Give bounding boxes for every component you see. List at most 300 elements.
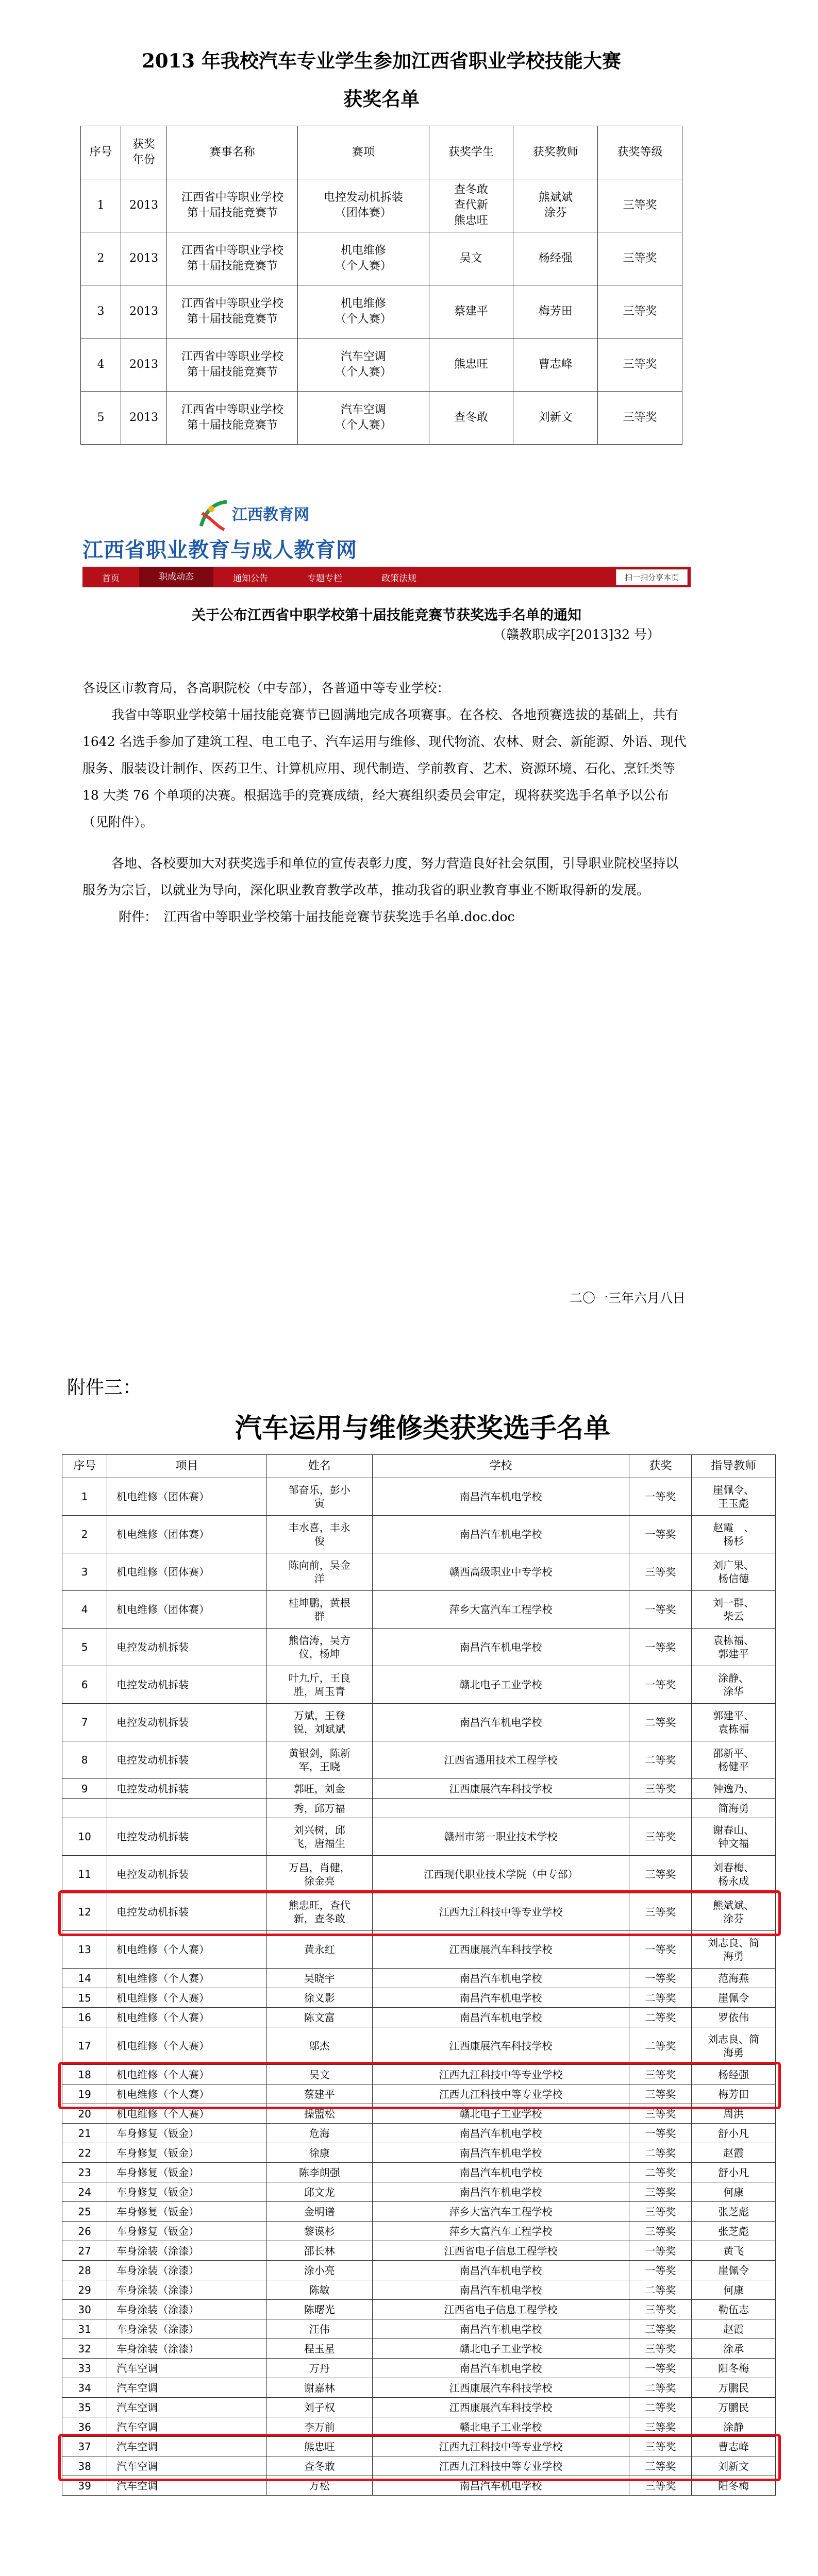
notice-salutation: 各设区市教育局，各高职院校（中专部），各普通中等专业学校： <box>82 681 450 696</box>
table-cell: 14 <box>62 1969 107 1988</box>
table-cell: 邱文龙 <box>266 2182 372 2202</box>
table-cell: 18 <box>62 2065 107 2084</box>
share-qr-button[interactable]: 扫一扫分享本页 <box>616 569 688 585</box>
table-cell: 江西省中等职业学校 第十届技能竞赛节 <box>167 392 298 445</box>
table-cell: 车身修复（钣金） <box>107 2202 267 2222</box>
notice-number: （赣教职成字[2013]32 号） <box>493 627 660 642</box>
table-cell: 电控发动机拆装 <box>107 1666 267 1704</box>
table-row <box>62 2104 776 2124</box>
site-name[interactable]: 江西教育网 <box>232 506 309 524</box>
table-row <box>62 1629 776 1666</box>
table-cell: 1 <box>81 179 121 232</box>
table-cell: 邬杰 <box>266 2027 372 2065</box>
table-cell: 吴晓宇 <box>266 1969 372 1988</box>
table-row <box>62 2143 776 2163</box>
table-cell: 三等奖 <box>629 1893 692 1931</box>
table-cell: 查冬敢 查代新 熊忠旺 <box>429 179 513 232</box>
table-cell: 范海燕 <box>692 1969 776 1988</box>
table-cell: 南昌汽车机电学校 <box>372 2163 629 2182</box>
table-cell: 黄飞 <box>692 2241 776 2261</box>
table-cell: 江西康展汽车科技学校 <box>372 2027 629 2065</box>
table-cell: 邵新平、 杨健平 <box>692 1741 776 1779</box>
table-cell: 车身修复（钣金） <box>107 2182 267 2202</box>
table-cell <box>107 1799 267 1818</box>
table-cell: 电控发动机拆装 <box>107 1818 267 1856</box>
table-cell: 24 <box>62 2182 107 2202</box>
table-row <box>62 1931 776 1969</box>
notice-screenshot <box>77 495 696 1306</box>
table-cell: 16 <box>62 2008 107 2027</box>
table-row <box>81 338 682 392</box>
table-cell: 赵霞 <box>692 2143 776 2163</box>
table-cell: 10 <box>62 1818 107 1856</box>
table-cell: 汽车空调 <box>107 2456 267 2476</box>
table-cell: 江西康展汽车科技学校 <box>372 1779 629 1799</box>
table-cell: 34 <box>62 2378 107 2398</box>
table-cell: 12 <box>62 1893 107 1931</box>
table-cell: 涂小亮 <box>266 2261 372 2280</box>
table-cell: 南昌汽车机电学校 <box>372 2143 629 2163</box>
table-cell: 三等奖 <box>598 392 682 445</box>
table-cell: 13 <box>62 1931 107 1969</box>
table-cell: 三等奖 <box>629 2202 692 2222</box>
notice-date: 二〇一三年六月八日 <box>569 1291 686 1306</box>
table-cell: 5 <box>62 1629 107 1666</box>
doc-subtitle: 获奖名单 <box>343 88 420 110</box>
table-cell: 三等奖 <box>629 1818 692 1856</box>
table-cell: 赵霞 <box>692 2319 776 2339</box>
table-cell: 南昌汽车机电学校 <box>372 2476 629 2496</box>
table-cell: 二等奖 <box>629 1741 692 1779</box>
table-cell: 南昌汽车机电学校 <box>372 1704 629 1741</box>
table-cell: 熊忠旺，查代 新，查冬敢 <box>266 1893 372 1931</box>
table-cell: 丰水喜，丰永 俊 <box>266 1516 372 1553</box>
table-cell: 一等奖 <box>629 2241 692 2261</box>
appendix-label: 附件三： <box>67 1377 142 1398</box>
table-cell: 三等奖 <box>598 338 682 392</box>
table-cell: 陈文富 <box>266 2008 372 2027</box>
table-row <box>62 2182 776 2202</box>
table-cell: 一等奖 <box>629 1666 692 1704</box>
table-cell: 熊信涛，吴方 仪，杨坤 <box>266 1629 372 1666</box>
table-cell: 机电维修（个人赛） <box>107 1988 267 2008</box>
table-row <box>62 1779 776 1799</box>
table-row <box>81 285 682 338</box>
table-cell: 三等奖 <box>598 285 682 338</box>
table-cell: 汽车空调 <box>107 2359 267 2378</box>
table-cell: 江西九江科技中等专业学校 <box>372 2084 629 2104</box>
table-cell: 叶九斤，王良 胜，周玉青 <box>266 1666 372 1704</box>
table-cell: 陈曙光 <box>266 2300 372 2319</box>
table-cell: 何康 <box>692 2182 776 2202</box>
table-cell: 曹志峰 <box>692 2437 776 2456</box>
table-cell: 三等奖 <box>629 1553 692 1591</box>
table-cell: 江西省中等职业学校 第十届技能竞赛节 <box>167 179 298 232</box>
table-cell: 28 <box>62 2261 107 2280</box>
table-cell: 1 <box>62 1478 107 1516</box>
notice-title: 关于公布江西省中职学校第十届技能竞赛节获奖选手名单的通知 <box>192 607 581 623</box>
table-cell: 机电维修（个人赛） <box>107 1969 267 1988</box>
table-cell: 万丹 <box>266 2359 372 2378</box>
table-cell: 二等奖 <box>629 2163 692 2182</box>
table-cell: 2013 <box>121 285 166 338</box>
table-cell: 南昌汽车机电学校 <box>372 2280 629 2300</box>
table-cell: 5 <box>81 392 121 445</box>
table-cell: 徐义影 <box>266 1988 372 2008</box>
column-header: 学校 <box>372 1455 629 1478</box>
table-cell: 机电维修（团体赛） <box>107 1591 267 1629</box>
table-cell: 二等奖 <box>629 2280 692 2300</box>
table-cell: 电控发动机拆装 <box>107 1629 267 1666</box>
column-header: 获奖 年份 <box>121 126 166 179</box>
table-cell: 电控发动机拆装 <box>107 1741 267 1779</box>
table-cell: 江西省中等职业学校 第十届技能竞赛节 <box>167 232 298 285</box>
table-cell: 舒小凡 <box>692 2163 776 2182</box>
appendix-title: 汽车运用与维修类获奖选手名单 <box>235 1413 610 1444</box>
table-cell: 17 <box>62 2027 107 2065</box>
table-cell: 涂静 <box>692 2417 776 2437</box>
table-cell: 二等奖 <box>629 2378 692 2398</box>
table-cell: 二等奖 <box>629 2398 692 2417</box>
table-cell: 刘志良、简 海勇 <box>692 2027 776 2065</box>
table-cell: 勒伍志 <box>692 2300 776 2319</box>
table-cell: 杨经强 <box>692 2065 776 2084</box>
table-cell: 车身修复（钣金） <box>107 2163 267 2182</box>
table-cell: 三等奖 <box>629 2222 692 2241</box>
table-cell: 车身修复（钣金） <box>107 2143 267 2163</box>
table-row <box>62 2124 776 2143</box>
table-row <box>62 2065 776 2084</box>
table-cell: 一等奖 <box>629 2124 692 2143</box>
table-cell: 吴文 <box>266 2065 372 2084</box>
table-cell: 8 <box>62 1741 107 1779</box>
table-cell: 29 <box>62 2280 107 2300</box>
nav-home[interactable]: 首页 <box>102 573 120 584</box>
table-cell: 南昌汽车机电学校 <box>372 2319 629 2339</box>
table-cell: 江西省电子信息工程学校 <box>372 2300 629 2319</box>
table-cell: 谢春山、 钟文福 <box>692 1818 776 1856</box>
table-cell: 6 <box>62 1666 107 1704</box>
table-cell: 2 <box>81 232 121 285</box>
table-cell: 三等奖 <box>629 2182 692 2202</box>
table-cell: 黎谟杉 <box>266 2222 372 2241</box>
notice-paragraph-2: 各地、各校要加大对获奖选手和单位的宣传表彰力度，努力营造良好社会氛围，引导职业院校坚持以服务为宗旨，以就业为导向，深化职业教育教学改革，推动我省的职业教育事业不断取得新的发展。 <box>82 856 679 897</box>
table-cell: 赣西高级职业中专学校 <box>372 1553 629 1591</box>
table-row <box>62 1988 776 2008</box>
table-cell: 万鹏民 <box>692 2398 776 2417</box>
table-cell: 2 <box>62 1516 107 1553</box>
table-cell: 熊忠旺 <box>266 2437 372 2456</box>
table-cell: 39 <box>62 2476 107 2496</box>
site-nav <box>82 567 691 587</box>
table-cell: 二等奖 <box>629 1704 692 1741</box>
table-cell: 郭建平、 袁栋福 <box>692 1704 776 1741</box>
table-cell: 汽车空调 <box>107 2398 267 2417</box>
table-cell: 崖佩令 <box>692 1988 776 2008</box>
table-cell: 机电维修（个人赛） <box>107 1931 267 1969</box>
table-row <box>62 1591 776 1629</box>
table-cell: 涂承 <box>692 2339 776 2359</box>
table-cell: 曹志峰 <box>513 338 598 392</box>
table-cell: 赵霞 、 杨杉 <box>692 1516 776 1553</box>
table-row <box>81 179 682 232</box>
table-cell: 萍乡大富汽车工程学校 <box>372 2202 629 2222</box>
table-cell: 江西现代职业技术学院（中专部） <box>372 1856 629 1893</box>
table-cell: 吴文 <box>429 232 513 285</box>
notice-attachment-link[interactable]: 附件： 江西省中等职业学校第十届技能竞赛节获奖选手名单.doc.doc <box>119 909 515 924</box>
table-cell: 一等奖 <box>629 1478 692 1516</box>
table-cell: 汽车空调 <box>107 2437 267 2456</box>
table-cell: 涂静、 涂华 <box>692 1666 776 1704</box>
column-header: 序号 <box>81 126 121 179</box>
table-cell: 22 <box>62 2143 107 2163</box>
table-cell: 三等奖 <box>629 2300 692 2319</box>
table-cell: 汽车空调 <box>107 2417 267 2437</box>
table-row <box>62 2241 776 2261</box>
table-row <box>62 2027 776 2065</box>
table-cell: 33 <box>62 2359 107 2378</box>
table-cell: 秀，邱万福 <box>266 1799 372 1818</box>
table-cell: 查冬敢 <box>429 392 513 445</box>
table-cell: 江西省通用技术工程学校 <box>372 1741 629 1779</box>
nav-topics[interactable]: 专题专栏 <box>307 573 342 584</box>
table-cell: 电控发动机拆装 <box>107 1779 267 1799</box>
table-row <box>62 2437 776 2456</box>
table-cell: 徐康 <box>266 2143 372 2163</box>
table-cell: 黄永红 <box>266 1931 372 1969</box>
table-cell: 刘春梅、 杨永成 <box>692 1856 776 1893</box>
table-cell: 车身涂装（涂漆） <box>107 2300 267 2319</box>
table-cell: 一等奖 <box>629 2261 692 2280</box>
table-cell: 2013 <box>121 338 166 392</box>
table-cell: 三等奖 <box>598 179 682 232</box>
table-cell: 35 <box>62 2398 107 2417</box>
table-cell: 邵长林 <box>266 2241 372 2261</box>
table-header-row <box>81 126 682 179</box>
table-cell: 南昌汽车机电学校 <box>372 2182 629 2202</box>
table-cell: 三等奖 <box>629 2417 692 2437</box>
table-row <box>62 2300 776 2319</box>
jiangxi-edu-logo-icon <box>196 498 232 534</box>
table-cell: 江西省中等职业学校 第十届技能竞赛节 <box>167 338 298 392</box>
table-cell: 金明谱 <box>266 2202 372 2222</box>
table-cell: 38 <box>62 2456 107 2476</box>
table-row <box>62 2202 776 2222</box>
table-cell: 江西省中等职业学校 第十届技能竞赛节 <box>167 285 298 338</box>
table-cell: 二等奖 <box>629 1988 692 2008</box>
table-cell: 万昌，肖健， 徐金亮 <box>266 1856 372 1893</box>
table-cell: 三等奖 <box>629 2104 692 2124</box>
table-cell: 三等奖 <box>629 2476 692 2496</box>
table-cell: 30 <box>62 2300 107 2319</box>
table-cell: 熊斌斌、 涂芬 <box>692 1893 776 1931</box>
table-cell: 江西康展汽车科技学校 <box>372 2398 629 2417</box>
table-cell: 陈向前，吴金 洋 <box>266 1553 372 1591</box>
award-summary-table <box>80 126 682 445</box>
table-cell: 三等奖 <box>629 2084 692 2104</box>
column-header: 指导教师 <box>692 1455 776 1478</box>
table-cell: 机电维修 （个人赛） <box>298 232 429 285</box>
column-header: 赛事名称 <box>167 126 298 179</box>
table-cell: 2013 <box>121 232 166 285</box>
table-cell: 机电维修（团体赛） <box>107 1516 267 1553</box>
table-cell: 三等奖 <box>598 232 682 285</box>
table-cell: 2013 <box>121 392 166 445</box>
table-cell: 南昌汽车机电学校 <box>372 2261 629 2280</box>
table-cell: 一等奖 <box>629 2359 692 2378</box>
table-cell: 机电维修（个人赛） <box>107 2084 267 2104</box>
table-cell: 赣北电子工业学校 <box>372 2417 629 2437</box>
table-cell: 二等奖 <box>629 2008 692 2027</box>
table-cell: 36 <box>62 2417 107 2437</box>
table-cell: 汽车空调 （个人赛） <box>298 338 429 392</box>
table-cell: 3 <box>62 1553 107 1591</box>
table-cell: 4 <box>81 338 121 392</box>
table-cell: 袁栋福、 郭建平 <box>692 1629 776 1666</box>
table-cell <box>629 1799 692 1818</box>
table-cell: 张芝彪 <box>692 2222 776 2241</box>
table-cell: 电控发动机拆装 （团体赛） <box>298 179 429 232</box>
table-cell: 刘兴树，邱 飞，唐福生 <box>266 1818 372 1856</box>
table-row <box>62 2319 776 2339</box>
table-row <box>62 2008 776 2027</box>
table-cell: 危海 <box>266 2124 372 2143</box>
table-cell: 机电维修（个人赛） <box>107 2065 267 2084</box>
table-cell: 11 <box>62 1856 107 1893</box>
table-header-row <box>62 1455 776 1478</box>
nav-news[interactable]: 职成动态 <box>139 567 213 587</box>
table-cell: 20 <box>62 2104 107 2124</box>
table-cell: 三等奖 <box>629 1856 692 1893</box>
table-cell: 32 <box>62 2339 107 2359</box>
table-cell: 刘子权 <box>266 2398 372 2417</box>
table-row <box>62 1818 776 1856</box>
table-cell: 熊忠旺 <box>429 338 513 392</box>
table-cell: 梅芳田 <box>513 285 598 338</box>
table-cell: 三等奖 <box>629 2319 692 2339</box>
table-cell: 邹奋乐，彭小 寅 <box>266 1478 372 1516</box>
column-header: 获奖教师 <box>513 126 598 179</box>
table-row <box>62 1799 776 1818</box>
table-cell: 刘新文 <box>513 392 598 445</box>
winners-table <box>62 1454 776 2496</box>
table-row <box>62 1516 776 1553</box>
table-cell: 电控发动机拆装 <box>107 1856 267 1893</box>
notice-paragraph-1: 我省中等职业学校第十届技能竞赛节已圆满地完成各项赛事。在各校、各地预赛选拔的基础上，共有 1642 名选手参加了建筑工程、电工电子、汽车运用与维修、现代物流、农林、财会、新能源、外语、现代服务、服装设计制作、医药卫生、计算机应用、现代制造、学前教育、艺术、资源环境、石化、烹饪类等 18 大类 76 个单项的决赛。根据选手的竞赛成绩，经大赛组织委员会审定，现将获奖选手名单予以公布（见附件）。 <box>82 707 687 829</box>
table-cell: 桂坤鹏，黄根 群 <box>266 1591 372 1629</box>
table-cell: 江西九江科技中等专业学校 <box>372 2065 629 2084</box>
table-cell: 南昌汽车机电学校 <box>372 1969 629 1988</box>
table-cell: 南昌汽车机电学校 <box>372 2359 629 2378</box>
table-cell: 南昌汽车机电学校 <box>372 1478 629 1516</box>
table-cell: 梅芳田 <box>692 2084 776 2104</box>
table-cell: 21 <box>62 2124 107 2143</box>
table-cell: 车身涂装（涂漆） <box>107 2241 267 2261</box>
column-header: 获奖等级 <box>598 126 682 179</box>
column-header: 项目 <box>107 1455 267 1478</box>
table-cell: 刘广果、 杨信德 <box>692 1553 776 1591</box>
table-cell: 7 <box>62 1704 107 1741</box>
table-cell: 机电维修（个人赛） <box>107 2027 267 2065</box>
table-cell: 万鹏民 <box>692 2378 776 2398</box>
table-cell: 车身涂装（涂漆） <box>107 2280 267 2300</box>
table-cell: 江西九江科技中等专业学校 <box>372 1893 629 1931</box>
table-row <box>81 232 682 285</box>
table-cell: 何康 <box>692 2280 776 2300</box>
table-row <box>62 2417 776 2437</box>
table-cell: 程玉星 <box>266 2339 372 2359</box>
table-cell: 一等奖 <box>629 1931 692 1969</box>
table-cell: 4 <box>62 1591 107 1629</box>
table-cell: 汪伟 <box>266 2319 372 2339</box>
award-summary-section <box>77 46 686 445</box>
table-cell: 蔡建平 <box>266 2084 372 2104</box>
nav-policies[interactable]: 政策法规 <box>381 573 416 584</box>
table-cell: 赣北电子工业学校 <box>372 2339 629 2359</box>
table-cell: 23 <box>62 2163 107 2182</box>
table-cell: 崖佩令、 王玉彪 <box>692 1478 776 1516</box>
table-row <box>62 2261 776 2280</box>
table-cell: 汽车空调 <box>107 2378 267 2398</box>
column-header: 序号 <box>62 1455 107 1478</box>
table-cell: 江西省电子信息工程学校 <box>372 2241 629 2261</box>
table-row <box>62 1666 776 1704</box>
table-cell: 车身涂装（涂漆） <box>107 2261 267 2280</box>
table-cell: 钟逸乃、 <box>692 1779 776 1799</box>
table-cell: 南昌汽车机电学校 <box>372 2008 629 2027</box>
nav-notices[interactable]: 通知公告 <box>233 573 268 584</box>
table-cell: 一等奖 <box>629 1516 692 1553</box>
table-cell: 南昌汽车机电学校 <box>372 1516 629 1553</box>
notice-body <box>82 675 691 930</box>
table-row <box>62 1704 776 1741</box>
table-cell: 车身修复（钣金） <box>107 2222 267 2241</box>
table-cell: 赣北电子工业学校 <box>372 1666 629 1704</box>
site-header <box>77 495 696 567</box>
table-row <box>62 2163 776 2182</box>
table-cell <box>372 1799 629 1818</box>
table-cell: 25 <box>62 2202 107 2222</box>
table-cell: 阳冬梅 <box>692 2476 776 2496</box>
table-cell <box>62 1799 107 1818</box>
table-cell: 陈敏 <box>266 2280 372 2300</box>
table-cell: 31 <box>62 2319 107 2339</box>
doc-title: 2013 年我校汽车专业学生参加江西省职业学校技能大赛 <box>142 49 621 72</box>
table-cell: 汽车空调 <box>107 2476 267 2496</box>
table-cell: 3 <box>81 285 121 338</box>
table-cell: 刘新文 <box>692 2456 776 2476</box>
table-cell: 简海勇 <box>692 1799 776 1818</box>
table-cell: 张芝彪 <box>692 2202 776 2222</box>
table-cell: 机电维修（团体赛） <box>107 1553 267 1591</box>
table-row <box>62 2280 776 2300</box>
table-cell: 三等奖 <box>629 2339 692 2359</box>
table-row <box>81 392 682 445</box>
column-header: 姓名 <box>266 1455 372 1478</box>
table-cell: 江西康展汽车科技学校 <box>372 2378 629 2398</box>
table-cell: 萍乡大富汽车工程学校 <box>372 1591 629 1629</box>
table-cell: 三等奖 <box>629 1779 692 1799</box>
table-cell: 19 <box>62 2084 107 2104</box>
table-cell: 电控发动机拆装 <box>107 1893 267 1931</box>
table-cell: 15 <box>62 1988 107 2008</box>
table-cell: 9 <box>62 1779 107 1799</box>
table-cell: 阳冬梅 <box>692 2359 776 2378</box>
table-row <box>62 2084 776 2104</box>
table-cell: 37 <box>62 2437 107 2456</box>
site-subtitle: 江西省职业教育与成人教育网 <box>82 538 357 562</box>
table-cell: 刘志良、简 海勇 <box>692 1931 776 1969</box>
